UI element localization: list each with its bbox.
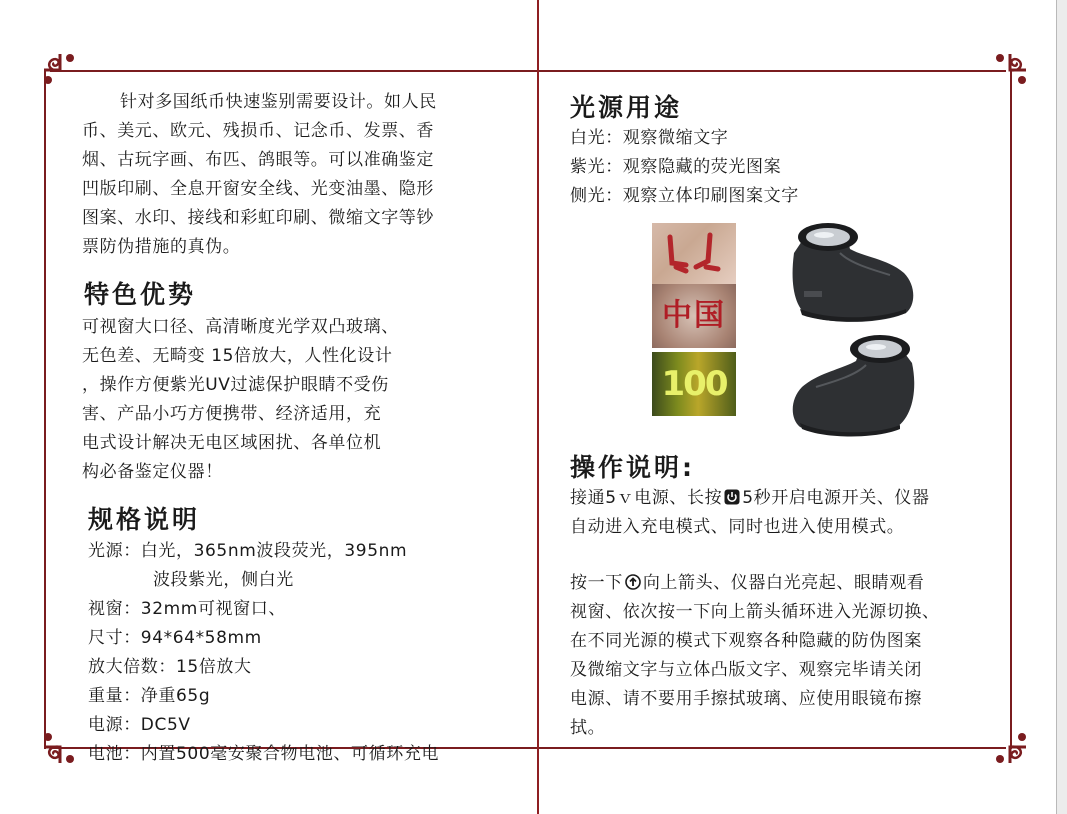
spec-list [88,537,439,769]
corner-ornament-icon [40,50,80,90]
operation-line: 自动进入充电模式、同时也进入使用模式。 [570,517,905,537]
operation-line: 电源、请不要用手擦拭玻璃、应使用眼镜布擦 [570,689,922,709]
corner-ornament-icon [990,50,1030,90]
intro-line: 针对多国纸币快速鉴别需要设计。如人民 [120,92,437,112]
intro-line: 图案、水印、接线和彩虹印刷、微缩文字等钞 [82,208,434,228]
corner-ornament-icon [990,727,1030,767]
intro-line: 凹版印刷、全息开窗安全线、光变油墨、隐形 [82,179,434,199]
spec-power: 电源：DC5V [88,715,191,735]
magnifier-device-image [780,213,920,331]
corner-ornament-icon [40,727,80,767]
light-usage-item: 紫光：观察隐藏的荧光图案 [570,157,782,177]
light-usage-item: 侧光：观察立体印刷图案文字 [570,186,799,206]
magnifier-device-image [786,327,926,445]
thumbnail-100-text: 100 [661,364,727,404]
spec-light-source: 光源：白光，365nm波段荧光，395nm [88,541,408,561]
operation-text: 向上箭头、仪器白光亮起、眼睛观看 [642,573,925,593]
banknote-chinese-text-image [652,284,736,348]
spec-heading: 规格说明 [88,505,201,534]
operation-text: 接通5ｖ电源、长按 [570,488,723,508]
feature-line: ，操作方便紫光UV过滤保护眼睛不受伤 [82,375,389,395]
light-usage-heading: 光源用途 [570,93,683,122]
frame-right-border [1010,70,1012,749]
center-fold-line [537,0,539,814]
light-usage-list [570,124,799,211]
feature-line: 构必备鉴定仪器！ [82,462,223,482]
light-usage-item: 白光：观察微缩文字 [570,128,729,148]
power-button-icon [724,489,740,505]
operation-heading: 操作说明: [570,453,695,482]
operation-paragraph-power [570,484,930,542]
operation-line: 拭。 [570,718,606,738]
intro-line: 烟、古玩字画、布匹、鸽眼等。可以准确鉴定 [82,150,434,170]
thumbnail-chinese-text: 中国 [662,298,726,333]
feature-line: 可视窗大口径、高清晰度光学双凸玻璃、 [82,317,399,337]
operation-line: 视窗、依次按一下向上箭头循环进入光源切换、 [570,602,940,622]
operation-text: 按一下 [570,573,623,593]
operation-line: 及微缩文字与立体凸版文字、观察完毕请关闭 [570,660,922,680]
intro-line: 币、美元、欧元、残损币、记念币、发票、香 [82,121,434,141]
banknote-fluorescent-100-image [652,352,736,416]
operation-line [570,484,930,513]
up-arrow-circle-icon [625,574,641,590]
spec-window: 视窗：32mm可视窗口、 [88,599,286,619]
spec-size: 尺寸：94*64*58mm [88,628,262,648]
spec-weight: 重量：净重65g [88,686,211,706]
spec-light-source-cont: 波段紫光，侧白光 [153,570,294,590]
operation-text: 5秒开启电源开关、仪器 [742,488,930,508]
intro-line: 票防伪措施的真伪。 [82,237,241,257]
frame-left-border [44,70,46,749]
operation-paragraph-mode [570,569,940,743]
sheet-edge [1056,0,1057,814]
red-fiber-pattern-icon [652,223,736,287]
spec-battery: 电池：内置500毫安聚合物电池、可循环充电 [88,744,440,764]
feature-line: 电式设计解决无电区域困扰、各单位机 [82,433,382,453]
spec-magnification: 放大倍数：15倍放大 [88,657,252,677]
banknote-watermark-image [652,223,736,287]
intro-paragraph [82,88,437,262]
operation-line: 在不同光源的模式下观察各种隐藏的防伪图案 [570,631,922,651]
feature-paragraph [82,313,399,487]
operation-line [570,569,940,598]
feature-line: 无色差、无畸变 15倍放大，人性化设计 [82,346,393,366]
feature-heading: 特色优势 [84,280,197,309]
feature-line: 害、产品小巧方便携带、经济适用，充 [82,404,382,424]
frame-top-border [50,70,1006,72]
